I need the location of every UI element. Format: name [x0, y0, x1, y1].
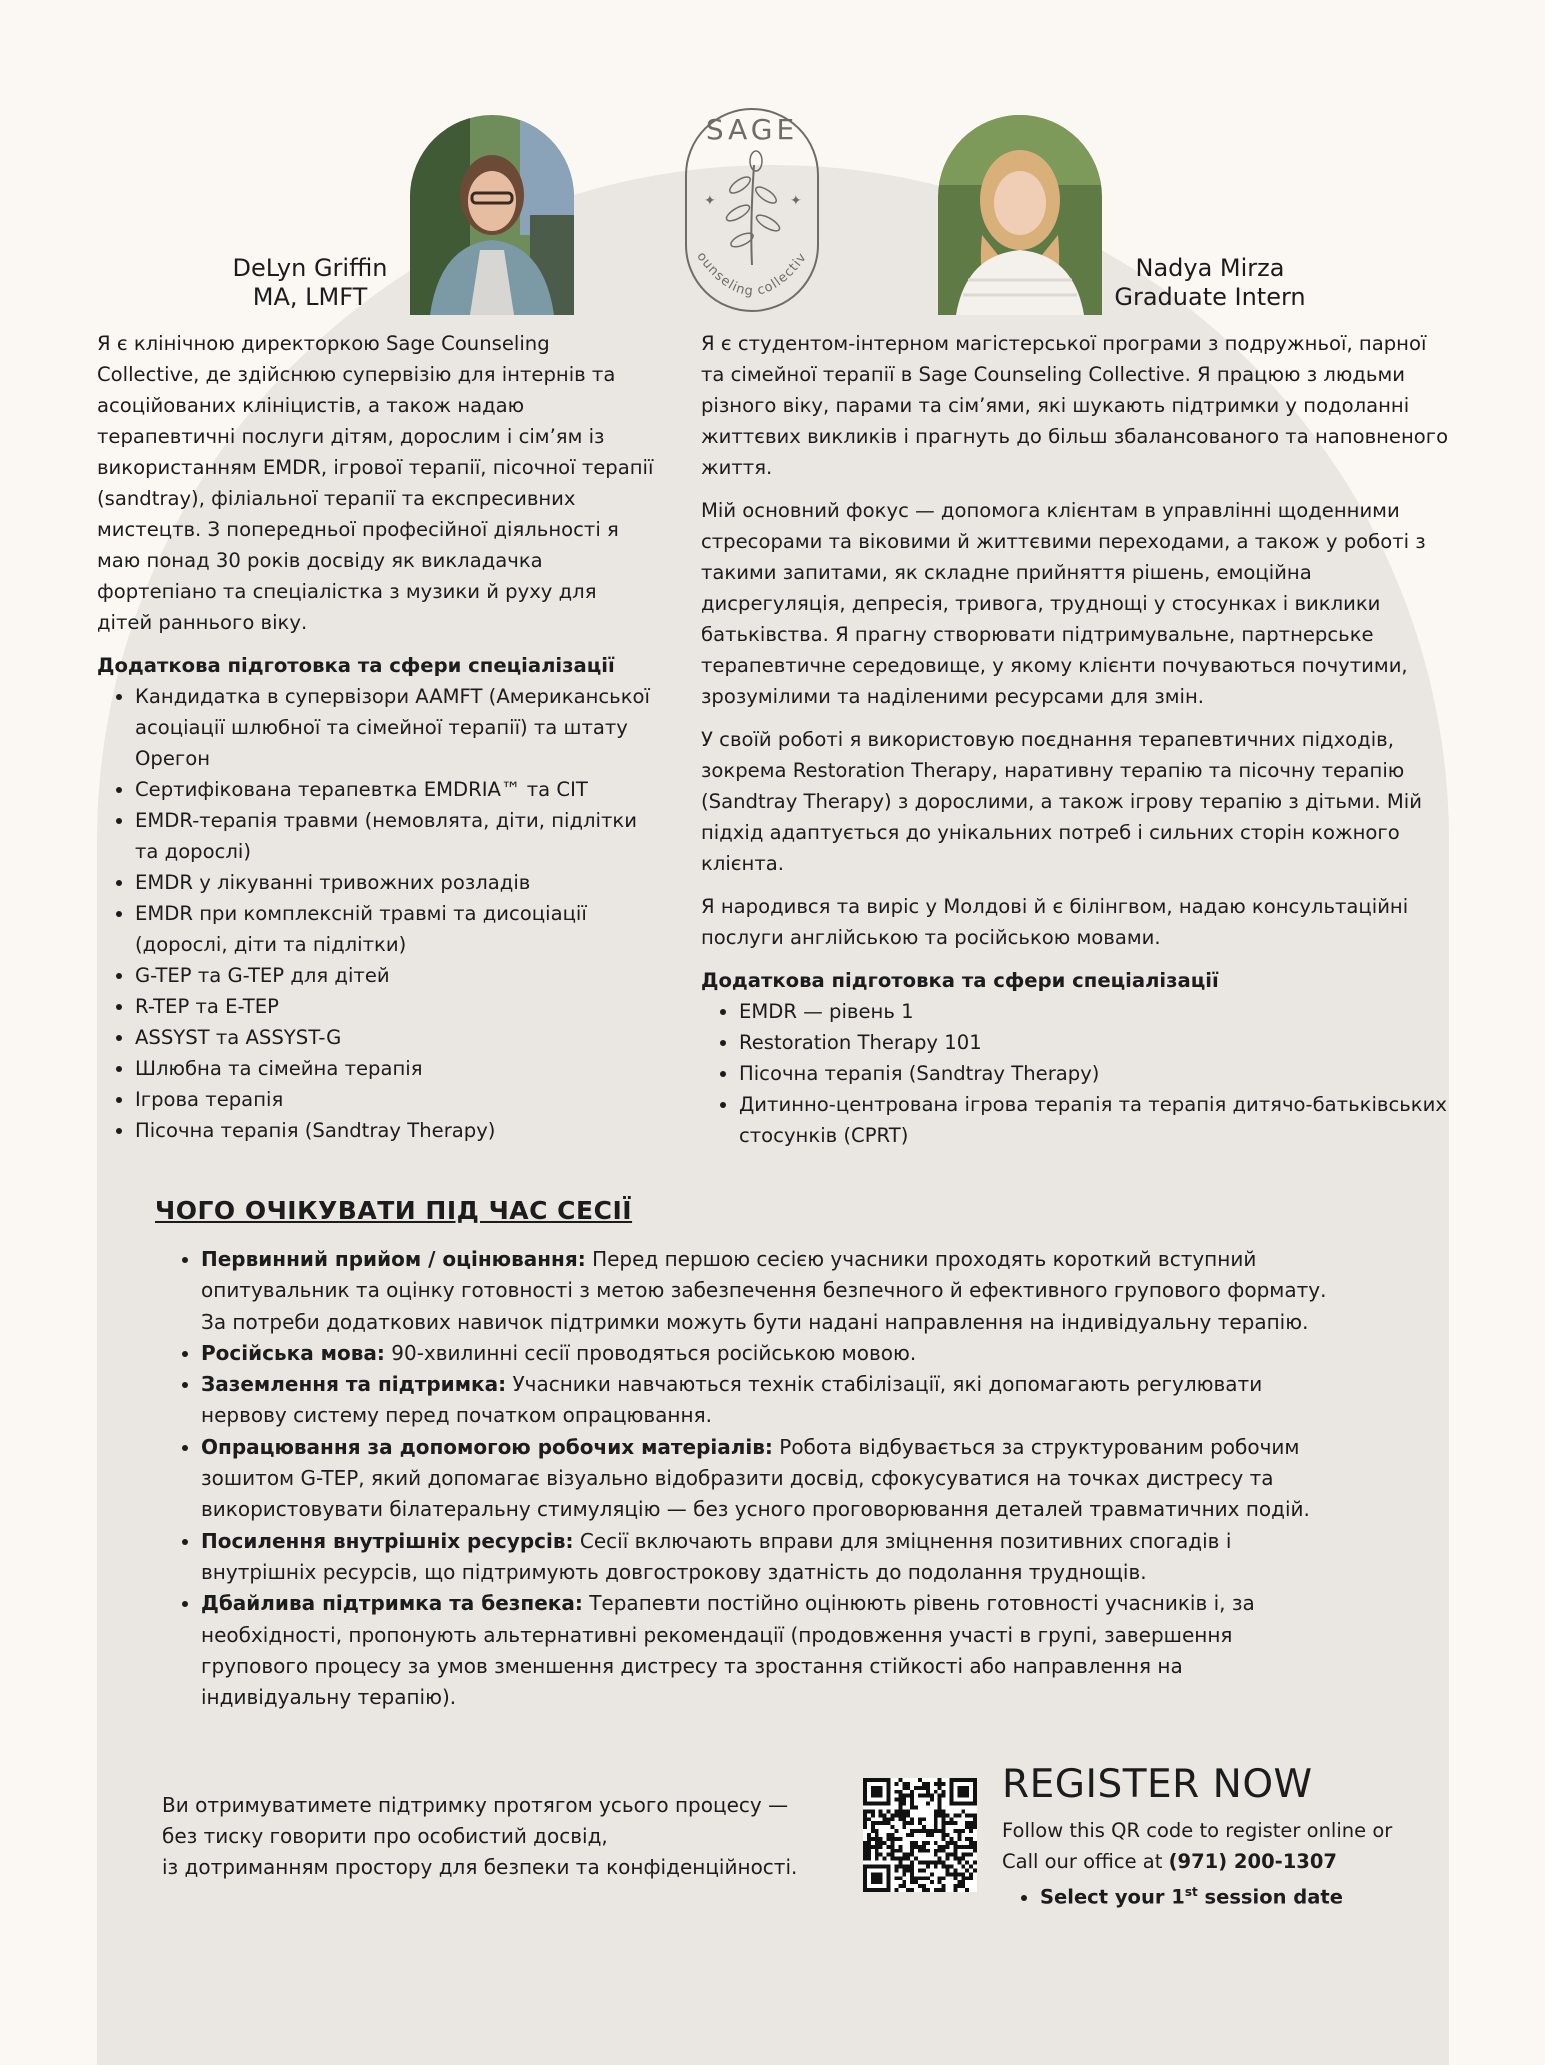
- item-text: Робота відбувається за структурованим робочим зошитом G-TEP, який допомагає візуально відобразити досвід, сфокусуватися на точках дистресу та використовувати білатеральну стимуляцію — без усного проговорювання деталей травматичних подій.: [201, 1434, 1310, 1522]
- left-person-name-text: DeLyn Griffin: [232, 254, 388, 282]
- list-item: • Ігрова терапія: [135, 1084, 657, 1115]
- bullet-prefix: Select your 1: [1040, 1885, 1185, 1909]
- bullet-sup: st: [1184, 1885, 1198, 1899]
- list-item: • EMDR-терапія травми (немовлята, діти, підлітки та дорослі): [135, 805, 657, 867]
- list-item: • EMDR — рівень 1: [739, 996, 1451, 1027]
- list-item: • R-TEP та E-TEP: [135, 991, 657, 1022]
- right-training-heading: Додаткова підготовка та сфери спеціалізації: [701, 969, 1219, 992]
- logo-word: SAGE: [705, 113, 799, 146]
- item-text: Сесії включають вправи для зміцнення позитивних спогадів і внутрішніх ресурсів, що підтримують довгострокову здатність до подолання труднощів.: [201, 1528, 1232, 1584]
- right-person-name: [1100, 254, 1320, 312]
- list-item: [201, 1369, 1331, 1432]
- left-person-credentials: MA, LMFT: [252, 283, 368, 311]
- right-bio-paragraph: Я народився та виріс у Молдові й є білінгвом, надаю консультаційні послуги англійською та російською мовами.: [701, 895, 1409, 949]
- register-line1: Follow this QR code to register online or: [1002, 1819, 1393, 1842]
- session-list: [163, 1244, 1331, 1713]
- right-training-list: [701, 996, 1451, 1151]
- closing-line: із дотриманням простору для безпеки та конфіденційності.: [162, 1855, 798, 1879]
- left-training-heading: Додаткова підготовка та сфери спеціалізації: [97, 654, 615, 677]
- session-title: ЧОГО ОЧІКУВАТИ ПІД ЧАС СЕСІЇ: [155, 1196, 633, 1225]
- register-line2: [1002, 1846, 1442, 1877]
- item-text: Терапевти постійно оцінюють рівень готовності учасників і, за необхідності, пропонують альтернативні рекомендації (продовження участі в групі, завершення групового процесу за умов зменшення дистресу та зростання стійкості або направлення на індивідуальну терапію).: [201, 1591, 1255, 1710]
- logo-subtitle: ounseling collectiv: [693, 249, 811, 300]
- right-column: [701, 328, 1451, 1151]
- list-item: • Дитинно-центрована ігрова терапія та терапія дитячо-батьківських стосунків (CPRT): [739, 1089, 1451, 1151]
- register-line2-prefix: Call our office at: [1002, 1850, 1169, 1873]
- list-item: [201, 1244, 1331, 1338]
- list-item: [201, 1526, 1331, 1589]
- svg-text:✦: ✦: [790, 193, 802, 209]
- register-info: [1002, 1815, 1442, 1913]
- register-bullets: [1002, 1877, 1442, 1913]
- list-item: • G-TEP та G-TEP для дітей: [135, 960, 657, 991]
- item-text: Учасники навчаються технік стабілізації, які допомагають регулювати нервову систему перед початком опрацювання.: [201, 1372, 1263, 1428]
- list-item: [201, 1338, 1331, 1369]
- item-label: Опрацювання за допомогою робочих матеріалів:: [201, 1434, 773, 1459]
- list-item: • Кандидатка в супервізори AAMFT (Американської асоціації шлюбної та сімейної терапії) та штату Орегон: [135, 681, 657, 774]
- phone-number[interactable]: (971) 200-1307: [1168, 1850, 1337, 1873]
- list-item: • Пісочна терапія (Sandtray Therapy): [739, 1058, 1451, 1089]
- left-bio: Я є клінічною директоркою Sage Counseling Collective, де здійснюю супервізію для інтернів та асоційованих клініцистів, а також надаю терапевтичні послуги дітям, дорослим і сім’ям із використанням EMDR, ігрової терапії, пісочної терапії (sandtray), філіальної терапії та експресивних мистецтв. З попередньої професійної діяльності я маю понад 30 років досвіду як викладачка фортепіано та спеціалістка з музики й руху для дітей раннього віку.: [97, 332, 654, 634]
- list-item: [201, 1432, 1331, 1526]
- list-item: • ASSYST та ASSYST-G: [135, 1022, 657, 1053]
- list-item: • EMDR у лікуванні тривожних розладів: [135, 867, 657, 898]
- list-item: • Сертифікована терапевтка EMDRIA™ та CIT: [135, 774, 657, 805]
- item-text: 90-хвилинні сесії проводяться російською мовою.: [384, 1340, 917, 1365]
- bullet-suffix: session date: [1197, 1885, 1343, 1909]
- closing-text: [162, 1790, 842, 1883]
- right-person-name-text: Nadya Mirza: [1135, 254, 1285, 282]
- svg-text:✦: ✦: [704, 193, 716, 209]
- item-label: Посилення внутрішніх ресурсів:: [201, 1528, 574, 1553]
- left-training-list: [97, 681, 657, 1146]
- item-label: Заземлення та підтримка:: [201, 1372, 507, 1397]
- item-label: Російська мова:: [201, 1340, 385, 1365]
- left-column: [97, 328, 657, 1146]
- list-item: • Шлюбна та сімейна терапія: [135, 1053, 657, 1084]
- closing-line: Ви отримуватимете підтримку протягом усього процесу —: [162, 1793, 789, 1817]
- item-text: Перед першою сесією учасники проходять короткий вступний опитувальник та оцінку готовності з метою забезпечення безпечного й ефективного групового формату. За потреби додаткових навичок підтримки можуть бути надані направлення на індивідуальну терапію.: [201, 1247, 1327, 1334]
- right-bio-paragraph: У своїй роботі я використовую поєднання терапевтичних підходів, зокрема Restoration Therapy, наративну терапію та пісочну терапію (Sandtray Therapy) з дорослими, а також ігрову терапію з дітьми. Мій підхід адаптується до унікальних потреб і сильних сторін кожного клієнта.: [701, 728, 1422, 875]
- register-title: REGISTER NOW: [1002, 1762, 1313, 1807]
- list-item: [201, 1588, 1331, 1713]
- item-label: Дбайлива підтримка та безпека:: [201, 1591, 583, 1616]
- closing-line: без тиску говорити про особистий досвід,: [162, 1824, 608, 1848]
- left-person-name: [205, 254, 415, 312]
- register-qr-code[interactable]: [863, 1778, 977, 1892]
- nadya-mirza-photo: [938, 115, 1102, 315]
- list-item: • Пісочна терапія (Sandtray Therapy): [135, 1115, 657, 1146]
- item-label: Первинний прийом / оцінювання:: [201, 1247, 586, 1271]
- list-item: • EMDR при комплексній травмі та дисоціації (дорослі, діти та підлітки): [135, 898, 657, 960]
- delyn-griffin-photo: [410, 115, 574, 315]
- right-bio-paragraph: Мій основний фокус — допомога клієнтам в управлінні щоденними стресорами та віковими й життєвими переходами, а також у роботі з такими запитами, як складне прийняття рішень, емоційна дисрегуляція, депресія, тривога, труднощі у стосунках і виклики батьківства. Я прагну створювати підтримувальне, партнерське терапевтичне середовище, у якому клієнти почуваються почутими, зрозумілими та наділеними ресурсами для змін.: [701, 499, 1426, 708]
- list-item: • Restoration Therapy 101: [739, 1027, 1451, 1058]
- sage-logo: [682, 105, 822, 315]
- list-item: [1040, 1877, 1442, 1913]
- right-bio-paragraph: Я є студентом-інтерном магістерської програми з подружньої, парної та сімейної терапії в Sage Counseling Collective. Я працюю з людьми різного віку, парами та сім’ями, які шукають підтримки у подоланні життєвих викликів і прагнуть до більш збалансованого та наповненого життя.: [701, 332, 1449, 479]
- right-person-credentials: Graduate Intern: [1114, 283, 1306, 311]
